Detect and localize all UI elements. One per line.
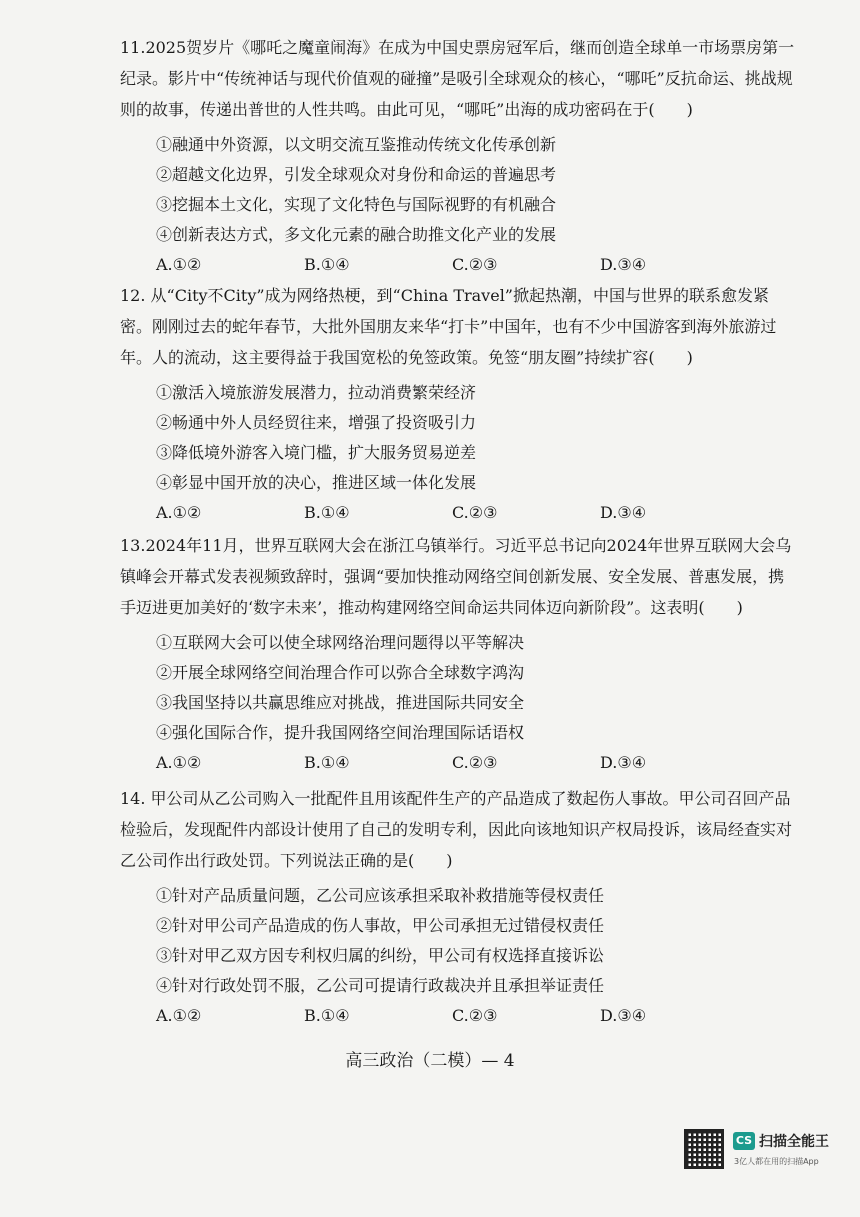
answer-choices (120, 250, 800, 280)
choice-c: C.②③ (452, 503, 498, 522)
option-list (120, 628, 800, 748)
answer-choices (120, 498, 800, 528)
choice-b: B.①④ (304, 1006, 350, 1025)
choice-c: C.②③ (452, 753, 498, 772)
option-item: ④针对行政处罚不服，乙公司可提请行政裁决并且承担举证责任 (156, 976, 605, 995)
option-item: ③针对甲乙双方因专利权归属的纠纷，甲公司有权选择直接诉讼 (156, 946, 605, 965)
option-item: ③挖掘本土文化，实现了文化特色与国际视野的有机融合 (156, 195, 557, 214)
option-item: ②开展全球网络空间治理合作可以弥合全球数字鸿沟 (156, 663, 525, 682)
question-stem: 14. 甲公司从乙公司购入一批配件且用该配件生产的产品造成了数起伤人事故。甲公司召回产品检验后，发现配件内部设计使用了自己的发明专利，因此向该地知识产权局投诉，该局经查实对乙公司作出行政处罚。下列说法正确的是( ) (120, 789, 793, 870)
option-item: ②畅通中外人员经贸往来，增强了投资吸引力 (156, 413, 477, 432)
choice-d: D.③④ (600, 753, 647, 772)
choice-b: B.①④ (304, 255, 350, 274)
option-item: ④创新表达方式，多文化元素的融合助推文化产业的发展 (156, 225, 557, 244)
answer-choices (120, 748, 800, 778)
choice-d: D.③④ (600, 503, 647, 522)
choice-a: A.①② (156, 255, 202, 274)
option-item: ②针对甲公司产品造成的伤人事故，甲公司承担无过错侵权责任 (156, 916, 605, 935)
option-item: ②超越文化边界，引发全球观众对身份和命运的普遍思考 (156, 165, 557, 184)
choice-c: C.②③ (452, 255, 498, 274)
choice-a: A.①② (156, 503, 202, 522)
scanner-tagline: 3亿人都在用的扫描App (734, 1157, 819, 1166)
choice-d: D.③④ (600, 1006, 647, 1025)
option-list (120, 378, 800, 498)
option-item: ①针对产品质量问题，乙公司应该承担采取补救措施等侵权责任 (156, 886, 605, 905)
question-stem: 11.2025贺岁片《哪吒之魔童闹海》在成为中国史票房冠军后，继而创造全球单一市场票房第一纪录。影片中“传统神话与现代价值观的碰撞”是吸引全球观众的核心，“哪吒”反抗命运、挑战规则的故事，传递出普世的人性共鸣。由此可见，“哪吒”出海的成功密码在于( ) (120, 38, 795, 119)
question-14 (120, 783, 800, 1031)
question-12 (120, 280, 800, 528)
option-item: ④强化国际合作，提升我国网络空间治理国际话语权 (156, 723, 525, 742)
choice-a: A.①② (156, 1006, 202, 1025)
scanner-logo-icon: CS (733, 1132, 755, 1150)
answer-choices (120, 1001, 800, 1031)
option-item: ①融通中外资源，以文明交流互鉴推动传统文化传承创新 (156, 135, 557, 154)
choice-c: C.②③ (452, 1006, 498, 1025)
question-11 (120, 32, 800, 280)
question-13 (120, 530, 800, 778)
scanner-app-name: 扫描全能王 (759, 1134, 829, 1150)
option-item: ③我国坚持以共赢思维应对挑战，推进国际共同安全 (156, 693, 525, 712)
choice-a: A.①② (156, 753, 202, 772)
choice-b: B.①④ (304, 753, 350, 772)
option-item: ④彰显中国开放的决心，推进区域一体化发展 (156, 473, 477, 492)
option-item: ③降低境外游客入境门槛，扩大服务贸易逆差 (156, 443, 477, 462)
option-item: ①互联网大会可以使全球网络治理问题得以平等解决 (156, 633, 525, 652)
choice-b: B.①④ (304, 503, 350, 522)
qr-code-icon (684, 1129, 724, 1169)
question-stem: 12. 从“City不City”成为网络热梗，到“China Travel”掀起热潮，中国与世界的联系愈发紧密。刚刚过去的蛇年春节，大批外国朋友来华“打卡”中国年，也有不少中国游客到海外旅游过年。人的流动，这主要得益于我国宽松的免签政策。免签“朋友圈”持续扩容( ) (120, 286, 777, 367)
option-item: ①激活入境旅游发展潜力，拉动消费繁荣经济 (156, 383, 477, 402)
page-footer: 高三政治（二模）— 4 (345, 1051, 515, 1071)
choice-d: D.③④ (600, 255, 647, 274)
option-list (120, 881, 800, 1001)
option-list (120, 130, 800, 250)
question-stem: 13.2024年11月，世界互联网大会在浙江乌镇举行。习近平总书记向2024年世界互联网大会乌镇峰会开幕式发表视频致辞时，强调“要加快推动网络空间创新发展、安全发展、普惠发展，携手迈进更加美好的‘数字未来’，推动构建网络空间命运共同体迈向新阶段”。这表明( ) (120, 536, 792, 617)
